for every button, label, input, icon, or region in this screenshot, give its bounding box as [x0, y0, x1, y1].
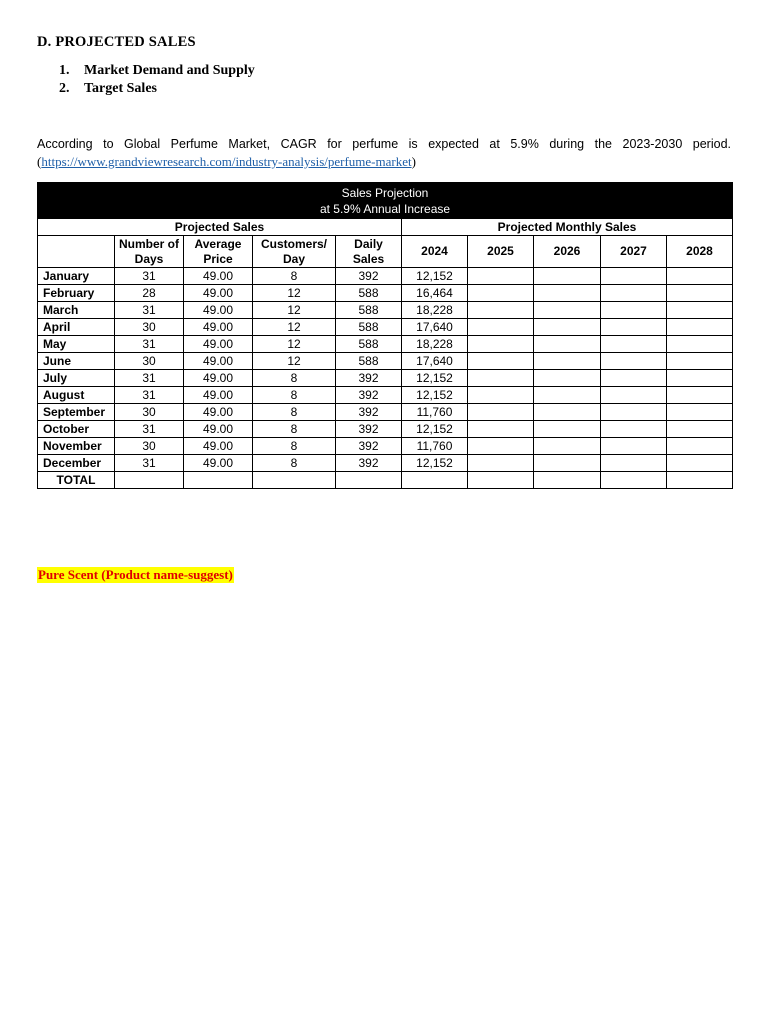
- cell-y2024: 16,464: [402, 285, 468, 302]
- cell-y2027: [601, 438, 667, 455]
- sales-projection-table: [37, 182, 733, 489]
- cell-price: 49.00: [184, 455, 253, 472]
- cell-y2025: [468, 319, 534, 336]
- cell-month: March: [38, 302, 115, 319]
- cell-y2024: 17,640: [402, 319, 468, 336]
- cell-y2028: [667, 370, 733, 387]
- total-cell: [601, 472, 667, 489]
- cell-month: April: [38, 319, 115, 336]
- cell-y2026: [534, 353, 601, 370]
- cell-y2028: [667, 319, 733, 336]
- cell-y2027: [601, 455, 667, 472]
- list-number: 2.: [59, 81, 70, 96]
- cell-y2024: 18,228: [402, 336, 468, 353]
- cell-y2025: [468, 455, 534, 472]
- cell-price: 49.00: [184, 438, 253, 455]
- cell-price: 49.00: [184, 285, 253, 302]
- cell-y2027: [601, 302, 667, 319]
- cell-y2027: [601, 421, 667, 438]
- cell-customers: 12: [253, 319, 336, 336]
- cell-price: 49.00: [184, 404, 253, 421]
- source-citation: [37, 153, 416, 171]
- cell-y2026: [534, 336, 601, 353]
- cell-days: 30: [115, 353, 184, 370]
- open-paren: (: [37, 154, 42, 169]
- cell-customers: 8: [253, 404, 336, 421]
- cell-customers: 8: [253, 268, 336, 285]
- cagr-paragraph: According to Global Perfume Market, CAGR for perfume is expected at 5.9% during the 2023-2030 period.: [37, 137, 731, 151]
- cell-y2025: [468, 268, 534, 285]
- cell-price: 49.00: [184, 268, 253, 285]
- cell-month: May: [38, 336, 115, 353]
- cell-y2028: [667, 353, 733, 370]
- cell-month: January: [38, 268, 115, 285]
- header-2028: 2028: [667, 236, 733, 268]
- cell-y2024: 18,228: [402, 302, 468, 319]
- cell-month: November: [38, 438, 115, 455]
- cell-y2024: 12,152: [402, 387, 468, 404]
- cell-daily: 588: [336, 302, 402, 319]
- cell-daily: 392: [336, 268, 402, 285]
- cell-y2028: [667, 336, 733, 353]
- table-row: [38, 404, 733, 421]
- total-label: TOTAL: [38, 472, 115, 489]
- cell-daily: 588: [336, 336, 402, 353]
- header-2027: 2027: [601, 236, 667, 268]
- cell-y2024: 12,152: [402, 370, 468, 387]
- cell-daily: 392: [336, 404, 402, 421]
- cell-days: 31: [115, 302, 184, 319]
- cell-y2025: [468, 387, 534, 404]
- subsection-label: Target Sales: [84, 81, 157, 96]
- cell-y2026: [534, 438, 601, 455]
- cell-y2026: [534, 302, 601, 319]
- cell-customers: 8: [253, 438, 336, 455]
- cell-price: 49.00: [184, 353, 253, 370]
- header-price: Average Price: [184, 236, 253, 268]
- cell-month: August: [38, 387, 115, 404]
- table-title-line-1: Sales Projection: [341, 185, 429, 200]
- cell-y2026: [534, 404, 601, 421]
- cell-y2028: [667, 302, 733, 319]
- total-cell: [468, 472, 534, 489]
- header-month: [38, 236, 115, 268]
- header-2026: 2026: [534, 236, 601, 268]
- table-title-line-2: at 5.9% Annual Increase: [319, 201, 451, 216]
- cell-y2028: [667, 285, 733, 302]
- cell-daily: 392: [336, 421, 402, 438]
- cell-y2026: [534, 387, 601, 404]
- cell-y2027: [601, 370, 667, 387]
- cell-daily: 392: [336, 455, 402, 472]
- subsection-list: [59, 62, 255, 98]
- cell-y2024: 12,152: [402, 268, 468, 285]
- subsection-item: [59, 80, 255, 98]
- cell-price: 49.00: [184, 387, 253, 404]
- cell-days: 28: [115, 285, 184, 302]
- header-days: Number of Days: [115, 236, 184, 268]
- cell-y2028: [667, 268, 733, 285]
- cell-days: 30: [115, 404, 184, 421]
- cell-customers: 12: [253, 302, 336, 319]
- cell-month: October: [38, 421, 115, 438]
- cell-month: June: [38, 353, 115, 370]
- header-customers: Customers/ Day: [253, 236, 336, 268]
- cell-days: 31: [115, 455, 184, 472]
- close-paren: ): [411, 154, 416, 169]
- table-body: [38, 268, 733, 472]
- cell-customers: 8: [253, 421, 336, 438]
- source-link[interactable]: https://www.grandviewresearch.com/industry-analysis/perfume-market: [41, 154, 412, 169]
- cell-y2026: [534, 319, 601, 336]
- cell-y2025: [468, 353, 534, 370]
- cell-y2025: [468, 404, 534, 421]
- cell-y2026: [534, 455, 601, 472]
- group-header-row: [38, 219, 733, 236]
- subsection-label: Market Demand and Supply: [84, 63, 255, 78]
- cell-y2024: 12,152: [402, 421, 468, 438]
- column-header-row: [38, 236, 733, 268]
- cell-customers: 12: [253, 285, 336, 302]
- cell-days: 31: [115, 336, 184, 353]
- table-row: [38, 285, 733, 302]
- cell-y2027: [601, 387, 667, 404]
- cell-y2028: [667, 455, 733, 472]
- cell-month: July: [38, 370, 115, 387]
- header-daily-sales: Daily Sales: [336, 236, 402, 268]
- cell-y2025: [468, 285, 534, 302]
- total-cell: [667, 472, 733, 489]
- table-row: [38, 421, 733, 438]
- cell-y2028: [667, 404, 733, 421]
- cell-daily: 588: [336, 285, 402, 302]
- cell-y2028: [667, 421, 733, 438]
- cell-customers: 12: [253, 336, 336, 353]
- cell-y2026: [534, 370, 601, 387]
- table-row: [38, 370, 733, 387]
- section-heading: D. PROJECTED SALES: [37, 34, 196, 50]
- table-row: [38, 302, 733, 319]
- cell-y2027: [601, 319, 667, 336]
- table-row: [38, 268, 733, 285]
- cell-daily: 392: [336, 438, 402, 455]
- cell-month: September: [38, 404, 115, 421]
- cell-y2025: [468, 438, 534, 455]
- product-name-suggestion: Pure Scent (Product name-suggest): [38, 567, 233, 582]
- cell-y2024: 11,760: [402, 438, 468, 455]
- table-row: [38, 319, 733, 336]
- cell-daily: 392: [336, 387, 402, 404]
- cell-customers: 8: [253, 387, 336, 404]
- cell-days: 31: [115, 387, 184, 404]
- cell-days: 31: [115, 268, 184, 285]
- table-row: [38, 353, 733, 370]
- header-2024: 2024: [402, 236, 468, 268]
- cell-month: February: [38, 285, 115, 302]
- cell-price: 49.00: [184, 336, 253, 353]
- cell-month: December: [38, 455, 115, 472]
- subsection-item: [59, 62, 255, 80]
- group-projected-sales: Projected Sales: [38, 219, 402, 236]
- cell-y2024: 12,152: [402, 455, 468, 472]
- cell-daily: 588: [336, 319, 402, 336]
- cell-y2026: [534, 421, 601, 438]
- cell-y2024: 17,640: [402, 353, 468, 370]
- total-cell: [534, 472, 601, 489]
- table-title-row: [38, 183, 733, 219]
- cell-y2027: [601, 336, 667, 353]
- total-cell: [115, 472, 184, 489]
- cell-daily: 392: [336, 370, 402, 387]
- cell-y2025: [468, 421, 534, 438]
- table-title: [38, 183, 733, 219]
- cell-y2026: [534, 268, 601, 285]
- cell-y2027: [601, 285, 667, 302]
- total-cell: [253, 472, 336, 489]
- cell-customers: 8: [253, 370, 336, 387]
- cell-y2027: [601, 268, 667, 285]
- cell-customers: 8: [253, 455, 336, 472]
- cell-y2027: [601, 353, 667, 370]
- cell-customers: 12: [253, 353, 336, 370]
- table-row: [38, 455, 733, 472]
- table-row: [38, 387, 733, 404]
- table-row: [38, 438, 733, 455]
- header-2025: 2025: [468, 236, 534, 268]
- total-cell: [184, 472, 253, 489]
- cell-y2025: [468, 370, 534, 387]
- total-cell: [336, 472, 402, 489]
- list-number: 1.: [59, 63, 70, 78]
- cell-y2027: [601, 404, 667, 421]
- table-row: [38, 336, 733, 353]
- group-projected-monthly-sales: Projected Monthly Sales: [402, 219, 733, 236]
- cell-price: 49.00: [184, 302, 253, 319]
- cell-price: 49.00: [184, 319, 253, 336]
- cell-y2024: 11,760: [402, 404, 468, 421]
- cell-y2025: [468, 336, 534, 353]
- total-cell: [402, 472, 468, 489]
- cell-days: 31: [115, 421, 184, 438]
- cell-days: 31: [115, 370, 184, 387]
- total-row: [38, 472, 733, 489]
- cell-daily: 588: [336, 353, 402, 370]
- cell-days: 30: [115, 438, 184, 455]
- cell-days: 30: [115, 319, 184, 336]
- cell-y2026: [534, 285, 601, 302]
- cell-y2025: [468, 302, 534, 319]
- cell-price: 49.00: [184, 421, 253, 438]
- cell-y2028: [667, 438, 733, 455]
- cell-price: 49.00: [184, 370, 253, 387]
- cell-y2028: [667, 387, 733, 404]
